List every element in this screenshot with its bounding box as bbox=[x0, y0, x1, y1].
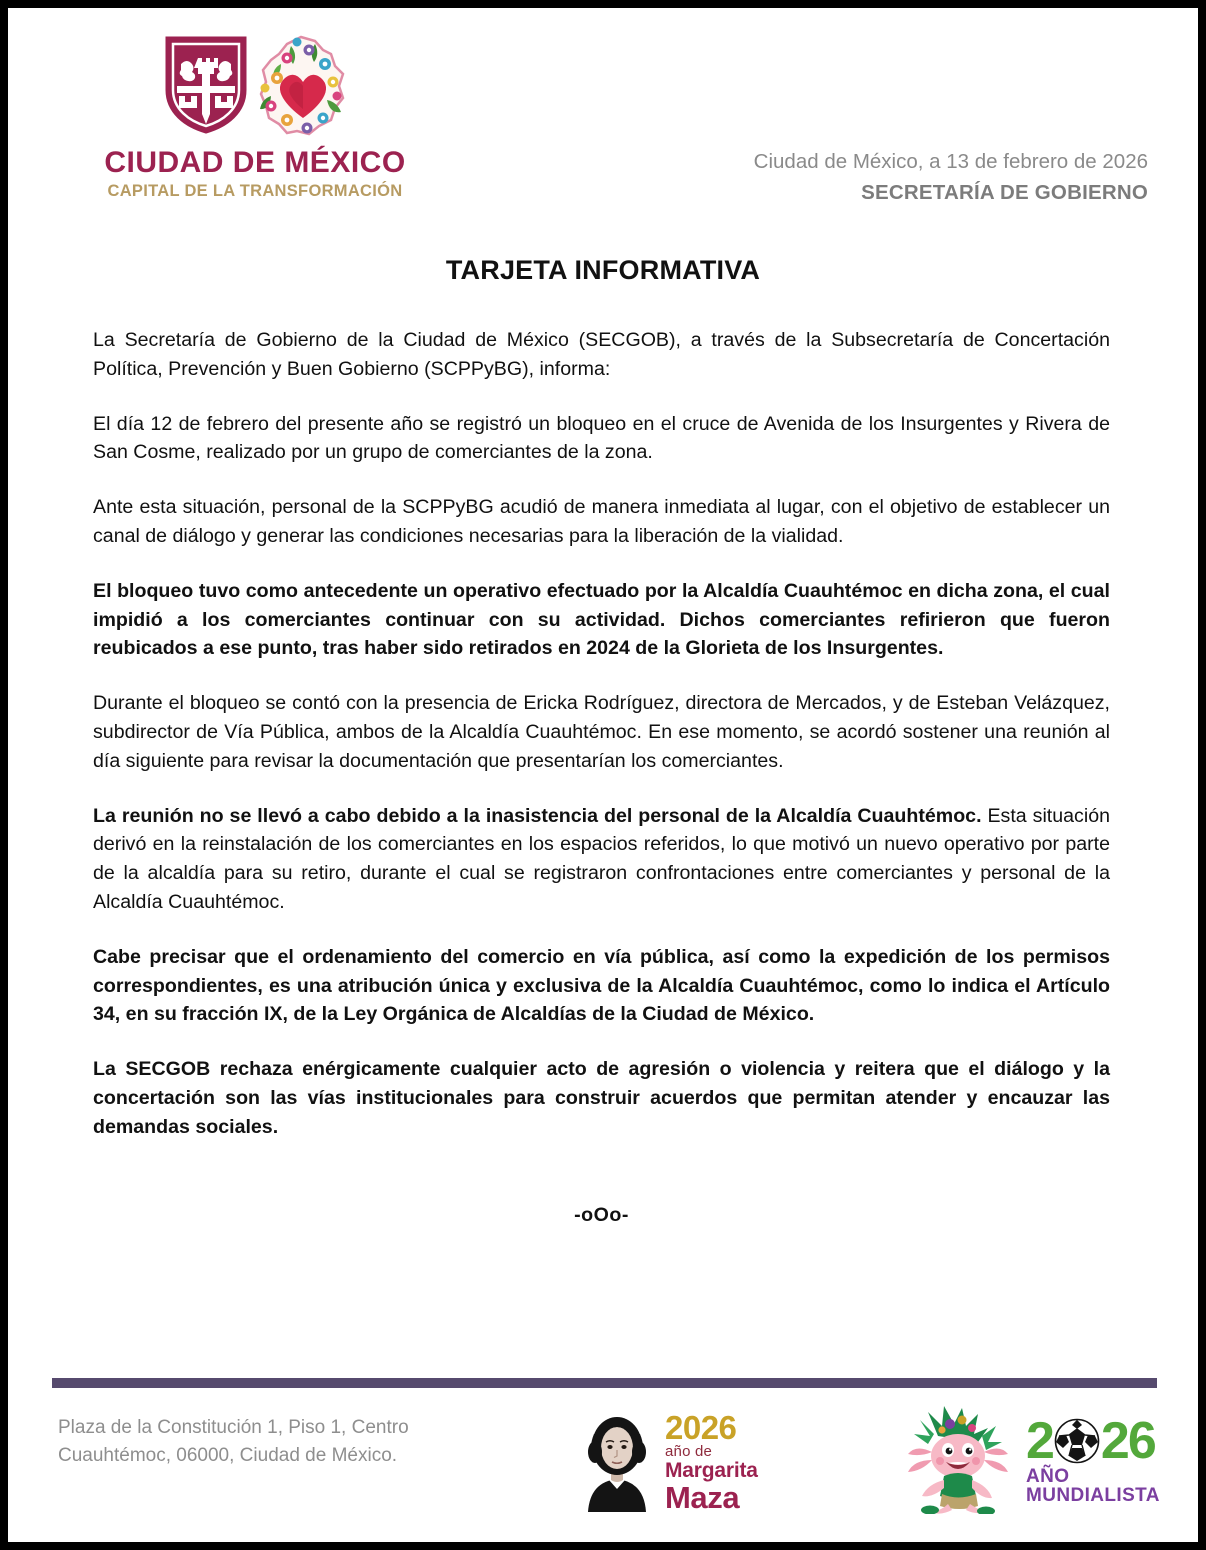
paragraph: Ante esta situación, personal de la SCPPyBG acudió de manera inmediata al lugar, con el objetivo de establecer un canal de diálogo y generar las condiciones necesarias para la liberación de la vialidad. bbox=[93, 496, 1110, 547]
brand-subtitle: CAPITAL DE LA TRANSFORMACIÓN bbox=[107, 181, 403, 200]
soccer-ball-icon bbox=[1054, 1418, 1100, 1464]
brand-wordmark bbox=[78, 147, 428, 201]
document-footer bbox=[8, 1398, 1198, 1542]
document-date: Ciudad de México, a 13 de febrero de 2026 bbox=[753, 150, 1148, 173]
margarita-maza-portrait-icon bbox=[578, 1408, 656, 1517]
paragraph-emphasis: El bloqueo tuvo como antecedente un operativo efectuado por la Alcaldía Cuauhtémoc en dicha zona, el cual impidió a los comerciantes continuar con su actividad. Dichos comerciantes refirieron que fueron reubicados a ese punto, tras haber sido retirados en 2024 de la Glorieta de los Insurgentes. bbox=[93, 579, 1110, 660]
ano-mundialista-logo bbox=[898, 1404, 1198, 1519]
maza-wordmark bbox=[665, 1408, 758, 1516]
document-header bbox=[8, 8, 1198, 223]
mundialista-wordmark bbox=[1026, 1411, 1198, 1507]
header-meta bbox=[754, 148, 1148, 206]
closing-separator: -oOo- bbox=[574, 1203, 629, 1226]
brand-emblems bbox=[78, 34, 428, 139]
paragraph-bold-lead: La reunión no se llevó a cabo debido a la inasistencia del personal de la Alcaldía Cuauhtémoc. bbox=[93, 804, 982, 827]
paragraph-emphasis: Cabe precisar que el ordenamiento del comercio en vía pública, así como la expedición de los permisos correspondientes, es una atribución única y exclusiva de la Alcaldía Cuauhtémoc, como lo indica el Artículo 34, en su fracción IX, de la Ley Orgánica de Alcaldías de la Ciudad de México. bbox=[93, 945, 1110, 1026]
mundialista-year-part-2: 26 bbox=[1100, 1411, 1155, 1470]
document-page bbox=[8, 8, 1198, 1542]
mundialista-year bbox=[1026, 1411, 1198, 1470]
paragraph: La Secretaría de Gobierno de la Ciudad de México (SECGOB), a través de la Subsecretaría de Concertación Política, Prevención y Buen Gobierno (SCPPyBG), informa: bbox=[93, 329, 1110, 380]
paragraph-rest: Esta situación derivó en la reinstalación de los comerciantes en los espacios referidos, lo que motivó un nuevo operativo por parte de la alcaldía para su retiro, durante el cual se registraron confrontaciones entre comerciantes y personal de la Alcaldía Cuauhtémoc. bbox=[93, 804, 1110, 913]
cdmx-shield-icon bbox=[163, 34, 249, 139]
paragraph-emphasis: La SECGOB rechaza enérgicamente cualquier acto de agresión o violencia y reitera que el diálogo y la concertación son las vías institucionales para construir acuerdos que permitan atender y encauzar las demandas sociales. bbox=[93, 1058, 1110, 1138]
maza-surname: Maza bbox=[665, 1480, 740, 1516]
maza-first-name: Margarita bbox=[665, 1459, 758, 1483]
maza-prefix: año de bbox=[665, 1443, 713, 1461]
brand-title: CIUDAD DE MÉXICO bbox=[104, 146, 406, 179]
maza-year: 2026 bbox=[665, 1408, 737, 1446]
document-body bbox=[93, 286, 1110, 1227]
paragraph: El día 12 de febrero del presente año se registró un bloqueo en el cruce de Avenida de los Insurgentes y Rivera de San Cosme, realizado por un grupo de comerciantes de la zona. bbox=[93, 412, 1110, 464]
cdmx-brand-logo bbox=[78, 34, 428, 201]
axolotl-mascot-icon bbox=[898, 1404, 1018, 1519]
margarita-maza-logo bbox=[578, 1408, 758, 1517]
mundialista-subtitle: AÑO MUNDIALISTA bbox=[1026, 1466, 1160, 1507]
footer-divider bbox=[52, 1378, 1157, 1388]
paragraph: Durante el bloqueo se contó con la presencia de Ericka Rodríguez, directora de Mercados, y de Esteban Velázquez, subdirector de Vía Pública, ambos de la Alcaldía Cuauhtémoc. En ese momento, se acordó sostener una reunión al día siguiente para revisar la documentación que presentarían los comerciantes. bbox=[93, 692, 1110, 772]
page-title: TARJETA INFORMATIVA bbox=[445, 255, 761, 285]
paragraph-mixed bbox=[93, 802, 1110, 917]
issuing-department: SECRETARÍA DE GOBIERNO bbox=[861, 180, 1148, 204]
cdmx-map-heart-icon bbox=[257, 34, 349, 143]
address-line-1: Plaza de la Constitución 1, Piso 1, Centro bbox=[58, 1417, 409, 1438]
footer-address bbox=[58, 1414, 409, 1469]
mundialista-year-part-1: 2 bbox=[1026, 1411, 1053, 1470]
address-line-2: Cuauhtémoc, 06000, Ciudad de México. bbox=[58, 1444, 398, 1466]
